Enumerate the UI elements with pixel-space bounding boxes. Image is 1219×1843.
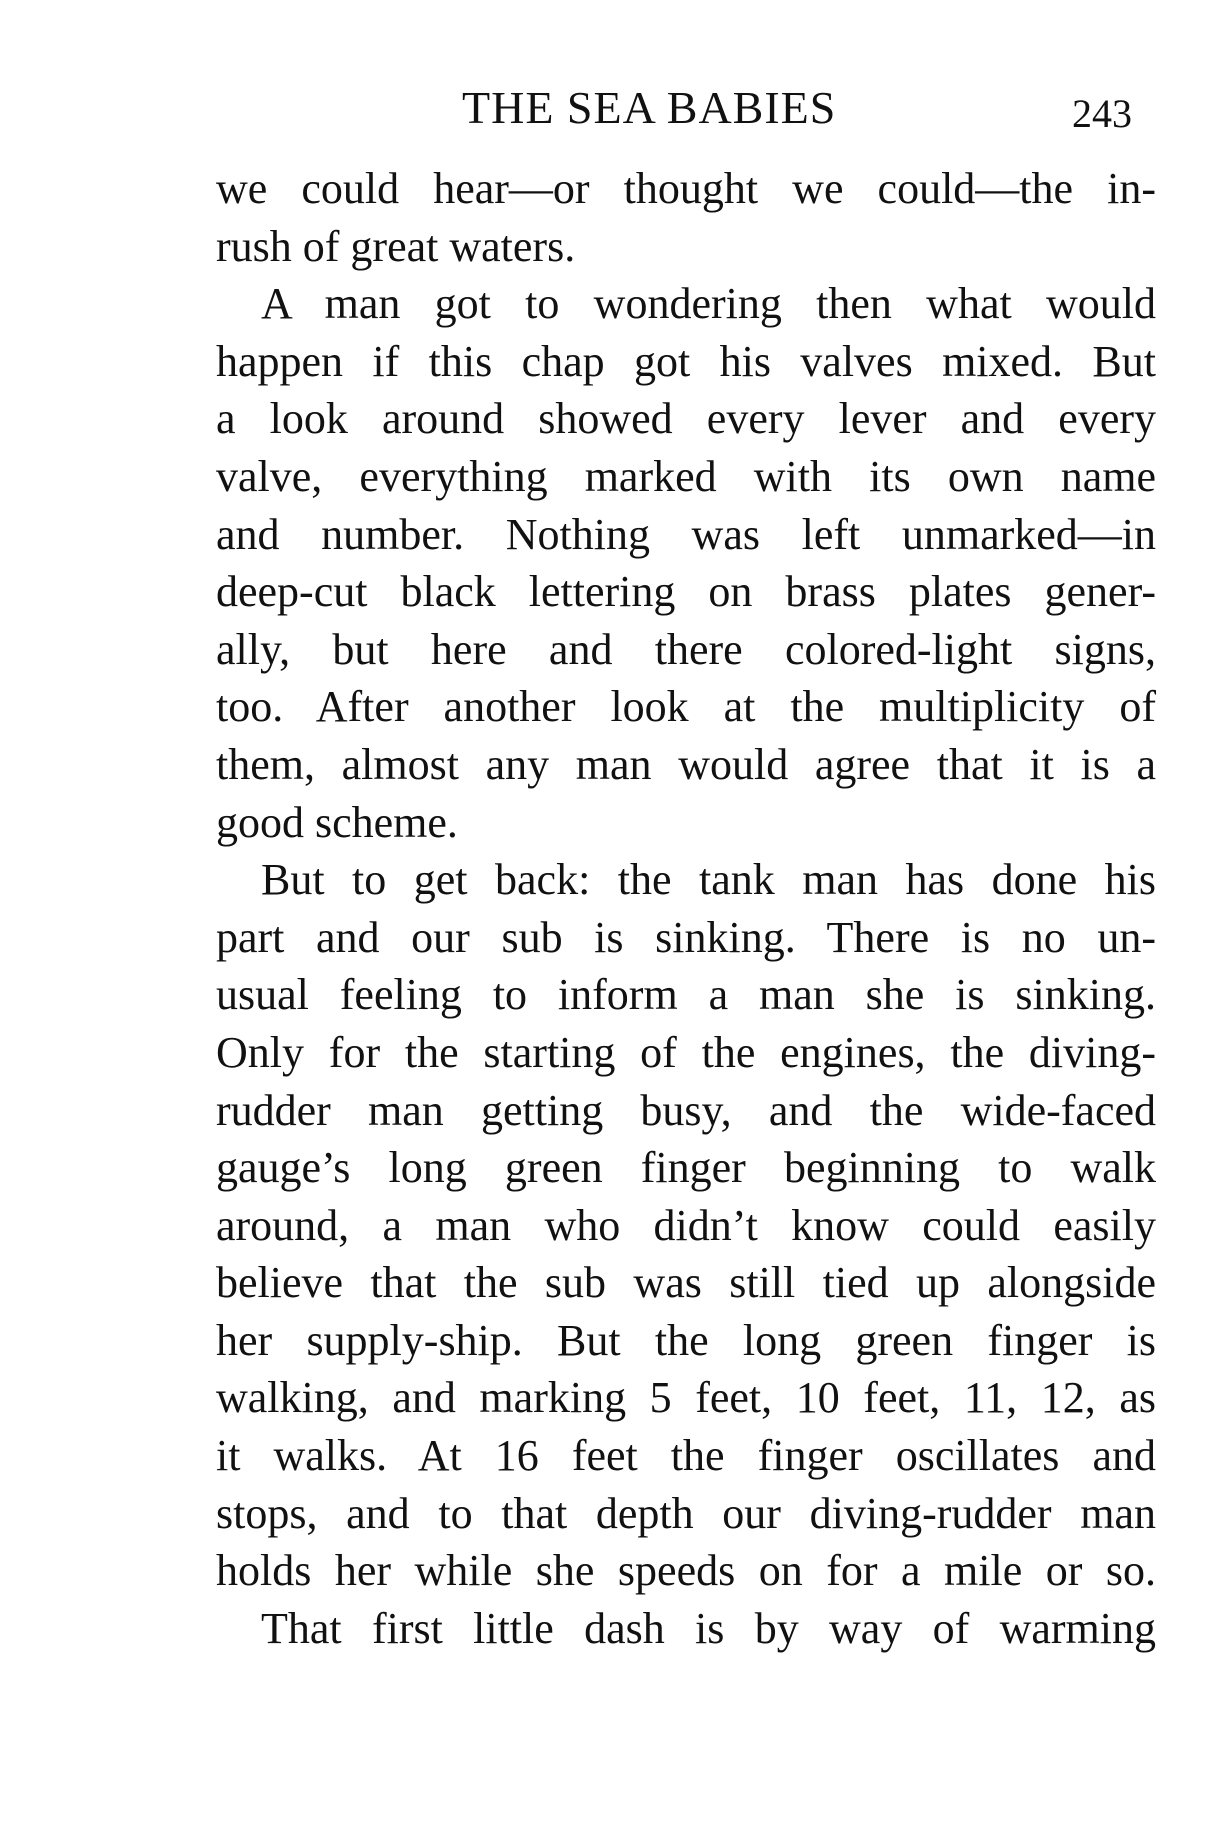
text-line: rush of great waters. — [216, 221, 576, 271]
text-line: around, a man who didn’t know could easily — [216, 1200, 1156, 1250]
text-line: A man got to wondering then what would — [261, 279, 1156, 329]
text-line: them, almost any man would agree that it is a — [216, 739, 1156, 789]
body-text — [216, 160, 1156, 1657]
text-line: But to get back: the tank man has done his — [261, 855, 1156, 905]
text-line: part and our sub is sinking. There is no un- — [216, 912, 1156, 962]
text-line: and number. Nothing was left unmarked—in — [216, 509, 1156, 559]
text-line: gauge’s long green finger beginning to walk — [216, 1143, 1156, 1193]
text-line: deep-cut black lettering on brass plates gener- — [216, 567, 1156, 617]
text-line: Only for the starting of the engines, the diving- — [216, 1027, 1156, 1077]
text-line: usual feeling to inform a man she is sinking. — [216, 970, 1156, 1020]
text-line: we could hear—or thought we could—the in- — [216, 164, 1156, 213]
text-line: stops, and to that depth our diving-rudder man — [216, 1488, 1156, 1538]
text-line: good scheme. — [216, 797, 458, 847]
text-line: too. After another look at the multiplicity of — [216, 682, 1156, 732]
text-line: That first little dash is by way of warming — [261, 1603, 1156, 1653]
text-line: ally, but here and there colored-light signs, — [216, 624, 1156, 674]
text-line: valve, everything marked with its own name — [216, 451, 1156, 501]
text-line: holds her while she speeds on for a mile or so. — [216, 1546, 1156, 1596]
running-head — [0, 78, 1219, 138]
text-line: rudder man getting busy, and the wide-faced — [216, 1085, 1156, 1135]
text-line: it walks. At 16 feet the finger oscillates and — [216, 1431, 1156, 1481]
text-line: her supply-ship. But the long green finger is — [216, 1315, 1156, 1365]
text-line: a look around showed every lever and every — [216, 394, 1156, 444]
text-line: happen if this chap got his valves mixed. But — [216, 336, 1156, 386]
running-title: THE SEA BABIES — [462, 82, 837, 133]
text-line: believe that the sub was still tied up alongside — [216, 1258, 1156, 1308]
text-line: walking, and marking 5 feet, 10 feet, 11, 12, as — [216, 1373, 1156, 1423]
page-number: 243 — [1072, 91, 1132, 136]
